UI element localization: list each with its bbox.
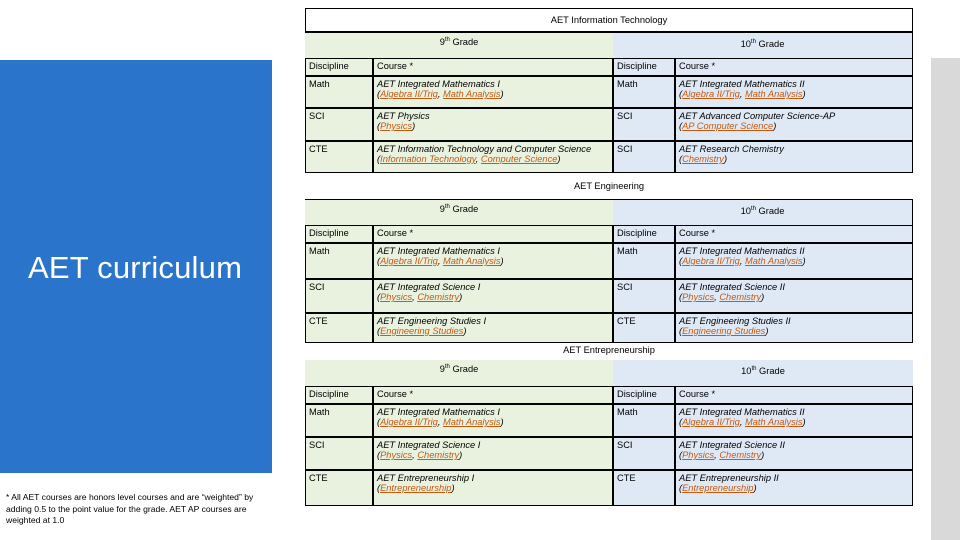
course-link[interactable]: Engineering Studies xyxy=(380,326,464,336)
course-link[interactable]: Chemistry xyxy=(417,292,460,302)
substitute-courses: (Engineering Studies) xyxy=(679,326,769,336)
substitute-courses: (Chemistry) xyxy=(679,154,728,164)
table-row xyxy=(305,243,913,279)
course-link[interactable]: Algebra II/Trig xyxy=(682,89,740,99)
course-link[interactable]: Entrepreneurship xyxy=(380,483,452,493)
grade-10-header xyxy=(613,360,913,386)
course-header-9: Course * xyxy=(373,58,613,76)
course-name: AET Research Chemistry xyxy=(679,144,784,154)
course-name: AET Integrated Science I xyxy=(377,440,481,450)
course-name: AET Engineering Studies II xyxy=(679,316,791,326)
substitute-courses: (Engineering Studies) xyxy=(377,326,467,336)
grade-9-word: Grade xyxy=(452,364,479,375)
discipline-9: SCI xyxy=(305,437,373,470)
grade-10-suffix: th xyxy=(751,366,757,372)
course-link[interactable]: Chemistry xyxy=(682,154,724,164)
section-title-row xyxy=(305,8,913,32)
course-link[interactable]: Physics xyxy=(682,292,715,302)
substitute-courses: (Physics) xyxy=(377,121,416,131)
course-header-10: Course * xyxy=(675,58,913,76)
course-name: AET Integrated Mathematics II xyxy=(679,79,805,89)
discipline-10: SCI xyxy=(613,437,675,470)
course-link[interactable]: Math Analysis xyxy=(442,89,501,99)
table-row xyxy=(305,437,913,470)
grade-10-word: Grade xyxy=(758,206,785,217)
grade-10-suffix: th xyxy=(750,206,756,212)
course-name: AET Integrated Science II xyxy=(679,440,785,450)
discipline-10: SCI xyxy=(613,279,675,313)
discipline-header-10: Discipline xyxy=(613,58,675,76)
side-gray-bar xyxy=(931,58,960,540)
grade-9-header xyxy=(305,199,613,225)
course-10 xyxy=(675,243,913,279)
course-name: AET Integrated Mathematics II xyxy=(679,246,805,256)
discipline-9: SCI xyxy=(305,279,373,313)
course-link[interactable]: Math Analysis xyxy=(442,417,501,427)
discipline-header-9: Discipline xyxy=(305,386,373,404)
course-9 xyxy=(373,437,613,470)
discipline-9: CTE xyxy=(305,470,373,506)
column-header-row xyxy=(305,58,913,76)
course-link[interactable]: Physics xyxy=(682,450,715,460)
table-row xyxy=(305,108,913,141)
discipline-9: Math xyxy=(305,76,373,108)
course-link[interactable]: Physics xyxy=(380,292,413,302)
course-9 xyxy=(373,108,613,141)
course-name: AET Engineering Studies I xyxy=(377,316,487,326)
section-title: AET Entrepreneurship xyxy=(563,345,655,355)
table-row xyxy=(305,141,913,173)
course-link[interactable]: Algebra II/Trig xyxy=(380,89,438,99)
course-10 xyxy=(675,76,913,108)
table-row xyxy=(305,404,913,437)
substitute-courses: (Algebra II/Trig, Math Analysis) xyxy=(377,256,504,266)
discipline-header-10: Discipline xyxy=(613,225,675,243)
substitute-courses: (Entrepreneurship) xyxy=(377,483,455,493)
grade-9-suffix: th xyxy=(444,204,450,210)
grade-10-word: Grade xyxy=(758,39,785,50)
section-title-row xyxy=(305,175,913,199)
grade-row xyxy=(305,360,913,386)
course-name: AET Advanced Computer Science-AP xyxy=(679,111,836,121)
course-9 xyxy=(373,243,613,279)
discipline-9: SCI xyxy=(305,108,373,141)
table-row xyxy=(305,279,913,313)
course-link[interactable]: Algebra II/Trig xyxy=(380,256,438,266)
grade-10-number: 10 xyxy=(740,206,751,217)
course-name: AET Integrated Mathematics I xyxy=(377,79,500,89)
course-9 xyxy=(373,279,613,313)
grade-row xyxy=(305,32,913,58)
substitute-courses: (Algebra II/Trig, Math Analysis) xyxy=(377,89,504,99)
grade-10-number: 10 xyxy=(740,39,751,50)
course-link[interactable]: AP Computer Science xyxy=(682,121,774,131)
discipline-10: CTE xyxy=(613,470,675,506)
course-header-10: Course * xyxy=(675,386,913,404)
substitute-courses: (Algebra II/Trig, Math Analysis) xyxy=(679,89,806,99)
course-9 xyxy=(373,141,613,173)
course-link[interactable]: Math Analysis xyxy=(744,256,803,266)
page-title: AET curriculum xyxy=(28,250,243,285)
course-name: AET Integrated Mathematics I xyxy=(377,246,500,256)
discipline-10: Math xyxy=(613,404,675,437)
course-name: AET Integrated Mathematics I xyxy=(377,407,500,417)
table-row xyxy=(305,76,913,108)
course-10 xyxy=(675,141,913,173)
substitute-courses: (Algebra II/Trig, Math Analysis) xyxy=(377,417,504,427)
grade-10-header xyxy=(613,32,913,58)
section-table-1 xyxy=(305,175,913,343)
grade-9-number: 9 xyxy=(439,204,445,215)
section-title: AET Information Technology xyxy=(305,8,913,32)
discipline-9: CTE xyxy=(305,141,373,173)
substitute-courses: (Physics, Chemistry) xyxy=(377,292,463,302)
course-name: AET Information Technology and Computer Science xyxy=(377,144,592,154)
course-link[interactable]: Physics xyxy=(380,450,413,460)
discipline-10: Math xyxy=(613,76,675,108)
course-link[interactable]: Algebra II/Trig xyxy=(380,417,438,427)
column-header-row xyxy=(305,225,913,243)
course-link[interactable]: Engineering Studies xyxy=(682,326,766,336)
grade-9-number: 9 xyxy=(439,37,445,48)
grade-9-word: Grade xyxy=(452,37,479,48)
course-10 xyxy=(675,313,913,343)
substitute-courses: (Physics, Chemistry) xyxy=(679,292,765,302)
course-header-10: Course * xyxy=(675,225,913,243)
substitute-courses: (Algebra II/Trig, Math Analysis) xyxy=(679,417,806,427)
section-table-0 xyxy=(305,8,913,173)
grade-9-header xyxy=(305,360,613,386)
course-10 xyxy=(675,470,913,506)
course-header-9: Course * xyxy=(373,386,613,404)
course-link[interactable]: Math Analysis xyxy=(744,89,803,99)
grade-9-header xyxy=(305,32,613,58)
course-header-9: Course * xyxy=(373,225,613,243)
discipline-10: Math xyxy=(613,243,675,279)
grade-10-suffix: th xyxy=(750,39,756,45)
section-title: AET Engineering xyxy=(573,181,645,191)
substitute-courses: (Information Technology, Computer Science) xyxy=(377,154,561,164)
discipline-10: SCI xyxy=(613,141,675,173)
discipline-10: CTE xyxy=(613,313,675,343)
course-link[interactable]: Math Analysis xyxy=(442,256,501,266)
grade-9-suffix: th xyxy=(444,364,450,370)
discipline-header-9: Discipline xyxy=(305,58,373,76)
course-link[interactable]: Entrepreneurship xyxy=(682,483,754,493)
course-name: AET Entrepreneurship I xyxy=(377,473,475,483)
substitute-courses: (Algebra II/Trig, Math Analysis) xyxy=(679,256,806,266)
grade-10-header xyxy=(613,199,913,225)
footnote: * All AET courses are honors level courses and are “weighted” by adding 0.5 to the point value for the grade. AET AP courses are weighted at 1.0 xyxy=(6,492,254,525)
substitute-courses: (Physics, Chemistry) xyxy=(679,450,765,460)
course-link[interactable]: Algebra II/Trig xyxy=(682,417,740,427)
grade-row xyxy=(305,199,913,225)
grade-9-word: Grade xyxy=(452,204,479,215)
course-9 xyxy=(373,313,613,343)
course-9 xyxy=(373,404,613,437)
substitute-courses: (Entrepreneurship) xyxy=(679,483,757,493)
discipline-10: SCI xyxy=(613,108,675,141)
discipline-9: Math xyxy=(305,243,373,279)
substitute-courses: (AP Computer Science) xyxy=(679,121,777,131)
discipline-header-9: Discipline xyxy=(305,225,373,243)
grade-10-number: 10 xyxy=(741,366,752,377)
course-name: AET Integrated Science I xyxy=(377,282,481,292)
course-link[interactable]: Chemistry xyxy=(719,450,762,460)
substitute-courses: (Physics, Chemistry) xyxy=(377,450,463,460)
column-header-row xyxy=(305,386,913,404)
discipline-9: CTE xyxy=(305,313,373,343)
table-row xyxy=(305,470,913,506)
course-link[interactable]: Information Technology xyxy=(380,154,476,164)
section-table-2 xyxy=(305,343,913,506)
course-link[interactable]: Algebra II/Trig xyxy=(682,256,740,266)
course-9 xyxy=(373,76,613,108)
grade-9-suffix: th xyxy=(444,37,450,43)
section-title-row xyxy=(305,343,913,360)
course-link[interactable]: Chemistry xyxy=(417,450,460,460)
table-row xyxy=(305,313,913,343)
course-name: AET Integrated Mathematics II xyxy=(679,407,805,417)
course-10 xyxy=(675,437,913,470)
grade-9-number: 9 xyxy=(439,364,445,375)
discipline-header-10: Discipline xyxy=(613,386,675,404)
course-link[interactable]: Computer Science xyxy=(480,154,558,164)
course-10 xyxy=(675,279,913,313)
course-name: AET Physics xyxy=(377,111,430,121)
course-name: AET Integrated Science II xyxy=(679,282,785,292)
course-link[interactable]: Physics xyxy=(380,121,413,131)
course-link[interactable]: Chemistry xyxy=(719,292,762,302)
discipline-9: Math xyxy=(305,404,373,437)
course-9 xyxy=(373,470,613,506)
grade-10-word: Grade xyxy=(759,366,785,377)
course-name: AET Entrepreneurship II xyxy=(679,473,779,483)
course-10 xyxy=(675,404,913,437)
course-link[interactable]: Math Analysis xyxy=(744,417,803,427)
course-10 xyxy=(675,108,913,141)
